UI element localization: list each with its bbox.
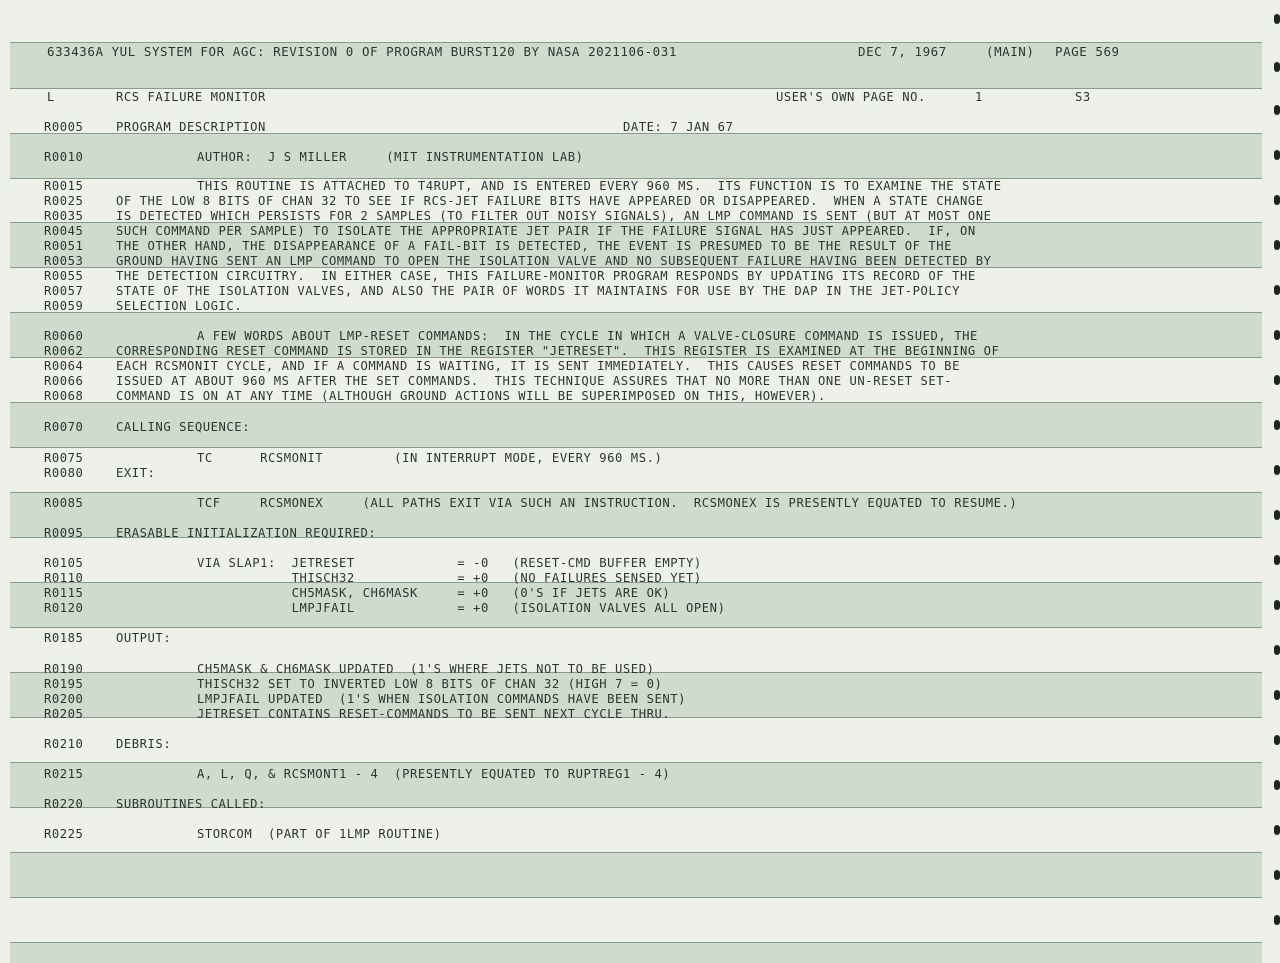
band-rule (10, 492, 1262, 493)
feed-hole (1274, 465, 1280, 475)
line-text: OF THE LOW 8 BITS OF CHAN 32 TO SEE IF RCS-JET FAILURE BITS HAVE APPEARED OR DISAPPEARED. WHEN A STATE CHANGE (116, 194, 984, 208)
line-text: SUCH COMMAND PER SAMPLE) TO ISOLATE THE APPROPRIATE JET PAIR IF THE FAILURE SIGNAL HAS JUST APPEARED. IF, ON (116, 224, 976, 238)
line-text: STATE OF THE ISOLATION VALVES, AND ALSO THE PAIR OF WORDS IT MAINTAINS FOR USE BY THE DAP IN THE JET-POLICY (116, 284, 960, 298)
line-text: A, L, Q, & RCSMONT1 - 4 (PRESENTLY EQUATED TO RUPTREG1 - 4) (197, 767, 671, 781)
line-number: R0215 (44, 767, 84, 781)
line-text: CORRESPONDING RESET COMMAND IS STORED IN THE REGISTER "JETRESET". THIS REGISTER IS EXAMINED AT THE BEGINNING OF (116, 344, 1000, 358)
sub-section: S3 (1075, 90, 1091, 104)
line-number: R0051 (44, 239, 84, 253)
section-heading: OUTPUT: (116, 631, 172, 645)
line-number: R0045 (44, 224, 84, 238)
sub-users-page-label: USER'S OWN PAGE NO. (776, 90, 926, 104)
line-number: R0010 (44, 150, 84, 164)
line-number: R0059 (44, 299, 84, 313)
line-number: R0070 (44, 420, 84, 434)
line-number: R0185 (44, 631, 84, 645)
line-number: R0120 (44, 601, 84, 615)
line-text: THIS ROUTINE IS ATTACHED TO T4RUPT, AND IS ENTERED EVERY 960 MS. ITS FUNCTION IS TO EXAMINE THE STATE (197, 179, 1002, 193)
band-rule (10, 942, 1262, 943)
line-text: JETRESET CONTAINS RESET-COMMANDS TO BE SENT NEXT CYCLE THRU. (197, 707, 671, 721)
feed-hole (1274, 14, 1280, 24)
section-heading: DEBRIS: (116, 737, 172, 751)
line-number: R0055 (44, 269, 84, 283)
line-number: R0210 (44, 737, 84, 751)
section-heading: EXIT: (116, 466, 156, 480)
feed-hole (1274, 285, 1280, 295)
feed-hole (1274, 330, 1280, 340)
line-text: A FEW WORDS ABOUT LMP-RESET COMMANDS: IN THE CYCLE IN WHICH A VALVE-CLOSURE COMMAND IS ISSUED, THE (197, 329, 978, 343)
feed-hole (1274, 420, 1280, 430)
section-heading: ERASABLE INITIALIZATION REQUIRED: (116, 526, 377, 540)
feed-hole (1274, 780, 1280, 790)
band-rule (10, 88, 1262, 89)
line-text: THE DETECTION CIRCUITRY. IN EITHER CASE, THIS FAILURE-MONITOR PROGRAM RESPONDS BY UPDATING ITS RECORD OF THE (116, 269, 976, 283)
line-number: R0015 (44, 179, 84, 193)
feed-hole (1274, 870, 1280, 880)
line-number: R0035 (44, 209, 84, 223)
section-heading: CALLING SEQUENCE: (116, 420, 251, 434)
line-number: R0195 (44, 677, 84, 691)
line-text: TCF RCSMONEX (ALL PATHS EXIT VIA SUCH AN INSTRUCTION. RCSMONEX IS PRESENTLY EQUATED TO RESUME.) (197, 496, 1018, 510)
line-number: R0115 (44, 586, 84, 600)
band-rule (10, 897, 1262, 898)
feed-hole (1274, 735, 1280, 745)
sub-code: L (47, 90, 55, 104)
header-main: (MAIN) (986, 44, 1035, 59)
line-number: R0200 (44, 692, 84, 706)
line-number: R0220 (44, 797, 84, 811)
feed-hole (1274, 150, 1280, 160)
line-text: CH5MASK & CH6MASK UPDATED (1'S WHERE JETS NOT TO BE USED) (197, 662, 655, 676)
line-text: PROGRAM DESCRIPTION (116, 120, 266, 134)
line-number: R0205 (44, 707, 84, 721)
band-rule (10, 42, 1262, 43)
line-number: R0075 (44, 451, 84, 465)
sub-users-page-number: 1 (975, 90, 983, 104)
feed-hole (1274, 105, 1280, 115)
line-text: GROUND HAVING SENT AN LMP COMMAND TO OPEN THE ISOLATION VALVE AND NO SUBSEQUENT FAILURE HAVING BEEN DETECTED BY (116, 254, 992, 268)
line-number: R0062 (44, 344, 84, 358)
line-number: R0025 (44, 194, 84, 208)
line-text: LMPJFAIL UPDATED (1'S WHEN ISOLATION COMMANDS HAVE BEEN SENT) (197, 692, 687, 706)
line-number: R0053 (44, 254, 84, 268)
sub-title: RCS FAILURE MONITOR (116, 90, 266, 104)
line-number: R0085 (44, 496, 84, 510)
line-text: VIA SLAP1: JETRESET = -0 (RESET-CMD BUFFER EMPTY) (197, 556, 702, 570)
line-number: R0110 (44, 571, 84, 585)
band-rule (10, 447, 1262, 448)
feed-hole (1274, 600, 1280, 610)
line-number: R0057 (44, 284, 84, 298)
line-text: CH5MASK, CH6MASK = +0 (0'S IF JETS ARE OK) (197, 586, 671, 600)
line-text: SELECTION LOGIC. (116, 299, 243, 313)
line-number: R0095 (44, 526, 84, 540)
line-number: R0080 (44, 466, 84, 480)
feed-hole (1274, 195, 1280, 205)
paper-band (10, 852, 1262, 897)
feed-hole (1274, 240, 1280, 250)
feed-hole (1274, 825, 1280, 835)
line-text: IS DETECTED WHICH PERSISTS FOR 2 SAMPLES (TO FILTER OUT NOISY SIGNALS), AN LMP COMMAND IS SENT (BUT AT MOST ONE (116, 209, 992, 223)
line-text: LMPJFAIL = +0 (ISOLATION VALVES ALL OPEN) (197, 601, 726, 615)
line-text: THE OTHER HAND, THE DISAPPEARANCE OF A FAIL-BIT IS DETECTED, THE EVENT IS PRESUMED TO BE THE RESULT OF THE (116, 239, 953, 253)
line-number: R0064 (44, 359, 84, 373)
band-rule (10, 627, 1262, 628)
line-date: DATE: 7 JAN 67 (623, 120, 734, 134)
line-number: R0066 (44, 374, 84, 388)
line-text: THISCH32 = +0 (NO FAILURES SENSED YET) (197, 571, 702, 585)
feed-hole (1274, 375, 1280, 385)
line-number: R0005 (44, 120, 84, 134)
line-text: TC RCSMONIT (IN INTERRUPT MODE, EVERY 960 MS.) (197, 451, 663, 465)
line-number: R0190 (44, 662, 84, 676)
line-text: STORCOM (PART OF 1LMP ROUTINE) (197, 827, 442, 841)
section-heading: SUBROUTINES CALLED: (116, 797, 266, 811)
line-text: COMMAND IS ON AT ANY TIME (ALTHOUGH GROUND ACTIONS WILL BE SUPERIMPOSED ON THIS, HOWEVER). (116, 389, 826, 403)
line-text: ISSUED AT ABOUT 960 MS AFTER THE SET COMMANDS. THIS TECHNIQUE ASSURES THAT NO MORE THAN ONE UN-RESET SET- (116, 374, 953, 388)
header-title: 633436A YUL SYSTEM FOR AGC: REVISION 0 OF PROGRAM BURST120 BY NASA 2021106-031 (47, 44, 677, 59)
feed-hole (1274, 510, 1280, 520)
line-text: EACH RCSMONIT CYCLE, AND IF A COMMAND IS WAITING, IT IS SENT IMMEDIATELY. THIS CAUSES RESET COMMANDS TO BE (116, 359, 960, 373)
feed-hole (1274, 915, 1280, 925)
band-rule (10, 762, 1262, 763)
header-page: PAGE 569 (1055, 44, 1120, 59)
feed-hole (1274, 555, 1280, 565)
line-text: THISCH32 SET TO INVERTED LOW 8 BITS OF CHAN 32 (HIGH 7 = 0) (197, 677, 663, 691)
line-number: R0068 (44, 389, 84, 403)
line-number: R0105 (44, 556, 84, 570)
feed-hole (1274, 690, 1280, 700)
line-number: R0060 (44, 329, 84, 343)
feed-hole (1274, 62, 1280, 72)
line-text: AUTHOR: J S MILLER (MIT INSTRUMENTATION LAB) (197, 150, 584, 164)
header-date: DEC 7, 1967 (858, 44, 947, 59)
paper-band (10, 942, 1262, 963)
line-number: R0225 (44, 827, 84, 841)
feed-hole (1274, 645, 1280, 655)
band-rule (10, 852, 1262, 853)
